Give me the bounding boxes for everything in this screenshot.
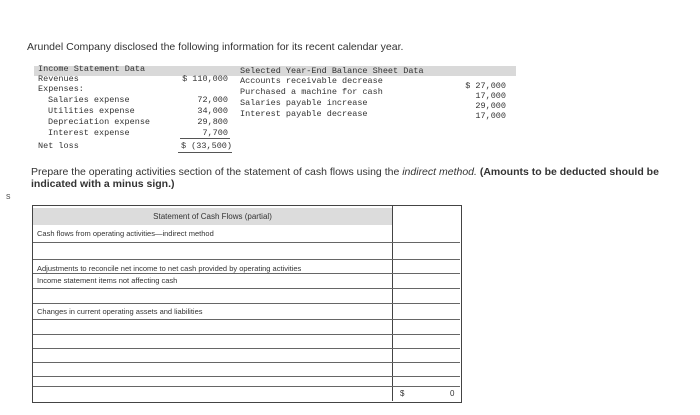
row-noncash-label: Income statement items not affecting cash [37,276,178,285]
label-input-cell[interactable] [33,243,391,258]
total-label-cell[interactable] [33,387,391,400]
income-statement-title: Income Statement Data [38,64,146,74]
label-input-cell[interactable] [33,320,391,333]
amount-input-cell[interactable] [393,349,459,361]
instructions [31,166,681,190]
side-mark: s [6,191,11,201]
table-right-border [460,205,461,401]
balance-item-value: $ 27,000 [465,81,506,91]
row-divider [33,273,460,274]
balance-item-value: 29,000 [475,101,506,111]
balance-item-value: 17,000 [475,91,506,101]
net-loss-rule [178,152,232,153]
expense-value: 29,800 [197,117,228,127]
net-loss-value: $ (33,500) [180,141,232,151]
amount-input-cell[interactable] [393,243,459,258]
expenses-label: Expenses: [38,84,84,94]
amount-input-cell[interactable] [393,363,459,375]
revenues-value: $ 110,000 [182,74,228,84]
subtotal-rule [180,138,230,139]
expense-value: 72,000 [197,95,228,105]
amount-input-cell[interactable] [393,289,459,302]
total-value: 0 [450,389,455,398]
problem-intro: Arundel Company disclosed the following information for its recent calendar year. [27,41,404,53]
instructions-text: Prepare the operating activities section of the statement of cash flows using the [31,166,403,178]
balance-sheet-title: Selected Year-End Balance Sheet Data [240,66,424,76]
balance-item-label: Purchased a machine for cash [240,87,383,97]
instructions-bold: (Amounts to be deducted should be indicated with a minus sign.) [31,166,659,190]
statement-title: Statement of Cash Flows (partial) [153,212,272,221]
expense-label: Utilities expense [48,106,135,116]
instructions-italic: indirect method. [402,166,477,178]
statement-title-bar [33,208,392,225]
row-changes-label: Changes in current operating assets and liabilities [37,307,203,316]
row-cash-flows-label: Cash flows from operating activities—indirect method [37,229,214,238]
expense-value: 34,000 [197,106,228,116]
balance-item-value: 17,000 [475,111,506,121]
revenues-label: Revenues [38,74,79,84]
expense-label: Depreciation expense [48,117,151,127]
label-input-cell[interactable] [33,289,391,302]
amount-input-cell[interactable] [393,335,459,347]
row-divider [33,303,460,304]
row-divider [33,259,460,260]
row-divider [33,376,460,377]
total-currency: $ [400,389,405,398]
net-loss-label: Net loss [38,141,79,151]
label-input-cell[interactable] [33,335,391,347]
amount-input-cell[interactable] [393,320,459,333]
label-input-cell[interactable] [33,349,391,361]
row-adjustments-label: Adjustments to reconcile net income to net cash provided by operating activities [37,264,302,273]
balance-item-label: Accounts receivable decrease [240,76,383,86]
balance-item-label: Interest payable decrease [240,109,368,119]
expense-value: 7,700 [202,128,228,138]
expense-label: Interest expense [48,128,130,138]
label-input-cell[interactable] [33,363,391,375]
balance-item-label: Salaries payable increase [240,98,368,108]
expense-label: Salaries expense [48,95,130,105]
